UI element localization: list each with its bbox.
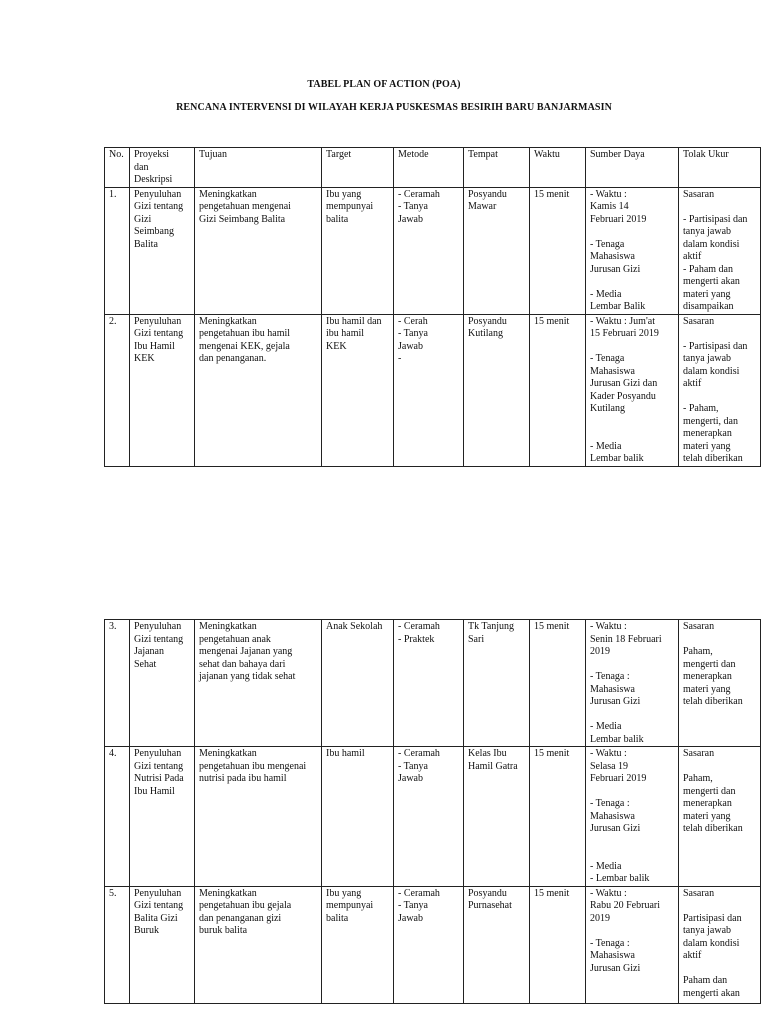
header-cell-waktu: Waktu <box>530 148 586 188</box>
cell-no: 4. <box>105 747 130 887</box>
cell-tolak-ukur: Sasaran - Partisipasi dan tanya jawab dalam kondisi aktif - Paham, mengerti, dan menerapkan materi yang telah diberikan <box>679 314 761 466</box>
document-subtitle: RENCANA INTERVENSI DI WILAYAH KERJA PUSKESMAS BESIRIH BARU BANJARMASIN <box>176 102 612 113</box>
table-row <box>105 187 761 314</box>
cell-target: Ibu yang mempunyai balita <box>322 886 394 1003</box>
cell-waktu: 15 menit <box>530 187 586 314</box>
cell-no: 3. <box>105 620 130 747</box>
cell-waktu: 15 menit <box>530 747 586 887</box>
cell-tempat: Posyandu Kutilang <box>464 314 530 466</box>
cell-tujuan: Meningkatkan pengetahuan mengenai Gizi Seimbang Balita <box>195 187 322 314</box>
header-cell-tolak-ukur: Tolak Ukur <box>679 148 761 188</box>
cell-proyeksi: Penyuluhan Gizi tentang Ibu Hamil KEK <box>130 314 195 466</box>
table-row <box>105 886 761 1003</box>
cell-target: Ibu yang mempunyai balita <box>322 187 394 314</box>
poa-table-part-2 <box>104 619 761 1004</box>
cell-tujuan: Meningkatkan pengetahuan ibu mengenai nutrisi pada ibu hamil <box>195 747 322 887</box>
header-cell-tempat: Tempat <box>464 148 530 188</box>
header-cell-sumber-daya: Sumber Daya <box>586 148 679 188</box>
cell-tempat: Posyandu Purnasehat <box>464 886 530 1003</box>
cell-metode: - Ceramah - Tanya Jawab <box>394 886 464 1003</box>
cell-sumber-daya: - Waktu : Kamis 14 Februari 2019 - Tenaga Mahasiswa Jurusan Gizi - Media Lembar Balik <box>586 187 679 314</box>
table-row <box>105 620 761 747</box>
header-cell-metode: Metode <box>394 148 464 188</box>
table-header-row <box>105 148 761 188</box>
cell-sumber-daya: - Waktu : Senin 18 Februari 2019 - Tenaga : Mahasiswa Jurusan Gizi - Media Lembar balik <box>586 620 679 747</box>
cell-target: Anak Sekolah <box>322 620 394 747</box>
cell-waktu: 15 menit <box>530 314 586 466</box>
cell-tolak-ukur: Sasaran Paham, mengerti dan menerapkan materi yang telah diberikan <box>679 620 761 747</box>
cell-proyeksi: Penyuluhan Gizi tentang Jajanan Sehat <box>130 620 195 747</box>
cell-sumber-daya: - Waktu : Jum'at 15 Februari 2019 - Tenaga Mahasiswa Jurusan Gizi dan Kader Posyandu Kutilang - Media Lembar balik <box>586 314 679 466</box>
cell-proyeksi: Penyuluhan Gizi tentang Gizi Seimbang Balita <box>130 187 195 314</box>
document-title: TABEL PLAN OF ACTION (POA) <box>307 79 461 90</box>
cell-target: Ibu hamil <box>322 747 394 887</box>
cell-waktu: 15 menit <box>530 886 586 1003</box>
cell-proyeksi: Penyuluhan Gizi tentang Nutrisi Pada Ibu Hamil <box>130 747 195 887</box>
cell-metode: - Ceramah - Praktek <box>394 620 464 747</box>
cell-tolak-ukur: Sasaran - Partisipasi dan tanya jawab dalam kondisi aktif - Paham dan mengerti akan materi yang disampaikan <box>679 187 761 314</box>
header-cell-proyeksi: Proyeksi dan Deskripsi <box>130 148 195 188</box>
poa-table-part-1 <box>104 147 761 467</box>
cell-target: Ibu hamil dan ibu hamil KEK <box>322 314 394 466</box>
cell-tempat: Posyandu Mawar <box>464 187 530 314</box>
cell-tujuan: Meningkatkan pengetahuan ibu gejala dan penanganan gizi buruk balita <box>195 886 322 1003</box>
cell-no: 1. <box>105 187 130 314</box>
cell-tolak-ukur: Sasaran Partisipasi dan tanya jawab dalam kondisi aktif Paham dan mengerti akan <box>679 886 761 1003</box>
cell-tujuan: Meningkatkan pengetahuan anak mengenai Jajanan yang sehat dan bahaya dari jajanan yang tidak sehat <box>195 620 322 747</box>
cell-no: 2. <box>105 314 130 466</box>
header-cell-target: Target <box>322 148 394 188</box>
header-cell-no: No. <box>105 148 130 188</box>
cell-waktu: 15 menit <box>530 620 586 747</box>
header-cell-tujuan: Tujuan <box>195 148 322 188</box>
cell-tempat: Tk Tanjung Sari <box>464 620 530 747</box>
cell-metode: - Ceramah - Tanya Jawab <box>394 747 464 887</box>
cell-metode: - Cerah - Tanya Jawab - <box>394 314 464 466</box>
table-row <box>105 314 761 466</box>
cell-tempat: Kelas Ibu Hamil Gatra <box>464 747 530 887</box>
cell-tujuan: Meningkatkan pengetahuan ibu hamil mengenai KEK, gejala dan penanganan. <box>195 314 322 466</box>
cell-tolak-ukur: Sasaran Paham, mengerti dan menerapkan materi yang telah diberikan <box>679 747 761 887</box>
cell-metode: - Ceramah - Tanya Jawab <box>394 187 464 314</box>
cell-sumber-daya: - Waktu : Rabu 20 Februari 2019 - Tenaga : Mahasiswa Jurusan Gizi <box>586 886 679 1003</box>
cell-no: 5. <box>105 886 130 1003</box>
cell-sumber-daya: - Waktu : Selasa 19 Februari 2019 - Tenaga : Mahasiswa Jurusan Gizi - Media - Lembar balik <box>586 747 679 887</box>
cell-proyeksi: Penyuluhan Gizi tentang Balita Gizi Buruk <box>130 886 195 1003</box>
table-row <box>105 747 761 887</box>
